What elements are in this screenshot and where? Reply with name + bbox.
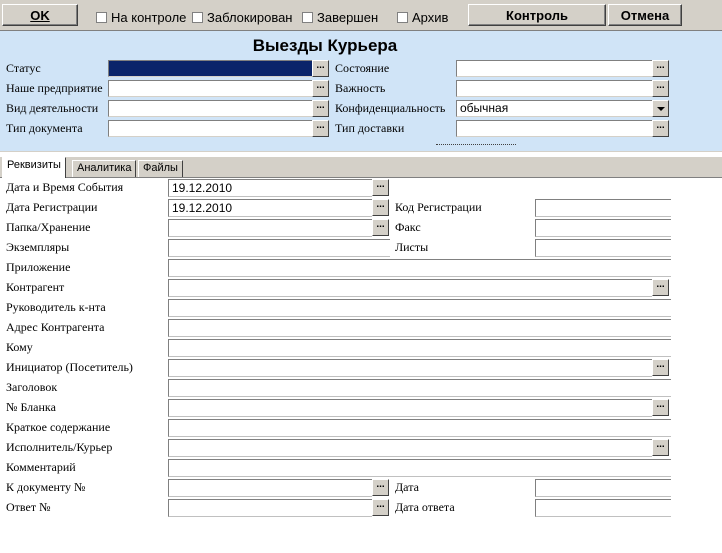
doctype-picker-button[interactable]: ... [312, 120, 329, 137]
to-whom-label: Кому [6, 340, 33, 354]
to-whom-field[interactable] [168, 339, 671, 357]
reg-code-field[interactable] [535, 199, 671, 217]
checkbox-label: Заблокирован [207, 10, 293, 25]
counterparty-picker-button[interactable]: ... [652, 279, 669, 296]
reg-date-field[interactable]: 19.12.2010 [168, 199, 372, 217]
date-label: Дата [395, 480, 419, 494]
fax-field[interactable] [535, 219, 671, 237]
checkbox-box[interactable] [302, 12, 313, 23]
checkbox-label: На контроле [111, 10, 187, 25]
cp-head-label: Руководитель к-нта [6, 300, 106, 314]
date-field[interactable] [535, 479, 671, 497]
summary-label: Краткое содержание [6, 420, 111, 434]
event-datetime-field[interactable]: 19.12.2010 [168, 179, 372, 197]
executor-field[interactable] [168, 439, 652, 457]
reply-no-picker-button[interactable]: ... [372, 499, 389, 516]
activity-field[interactable] [108, 100, 313, 117]
cp-address-label: Адрес Контрагента [6, 320, 105, 334]
chevron-down-icon[interactable] [652, 100, 669, 117]
appendix-field[interactable] [168, 259, 671, 277]
comment-field[interactable] [168, 459, 671, 477]
archive-checkbox[interactable] [397, 10, 448, 25]
status-field[interactable] [108, 60, 313, 77]
splitter-handle[interactable] [436, 144, 516, 151]
state-label: Состояние [335, 61, 390, 75]
on-control-checkbox[interactable] [96, 10, 186, 25]
enterprise-field[interactable] [108, 80, 313, 97]
state-picker-button[interactable]: ... [652, 60, 669, 77]
folder-field[interactable] [168, 219, 372, 237]
control-button[interactable]: Контроль [468, 4, 606, 26]
reply-date-label: Дата ответа [395, 500, 455, 514]
reg-date-picker-button[interactable]: ... [372, 199, 389, 216]
heading-field[interactable] [168, 379, 671, 397]
importance-picker-button[interactable]: ... [652, 80, 669, 97]
importance-field[interactable] [456, 80, 653, 97]
cancel-button[interactable]: Отмена [608, 4, 682, 26]
initiator-label: Инициатор (Посетитель) [6, 360, 133, 374]
enterprise-label: Наше предприятие [6, 81, 103, 95]
doctype-label: Тип документа [6, 121, 83, 135]
reply-no-label: Ответ № [6, 500, 51, 514]
initiator-field[interactable] [168, 359, 652, 377]
activity-picker-button[interactable]: ... [312, 100, 329, 117]
blocked-checkbox[interactable] [192, 10, 292, 25]
confidentiality-label: Конфиденциальность [335, 101, 446, 115]
checkbox-box[interactable] [192, 12, 203, 23]
cp-address-field[interactable] [168, 319, 671, 337]
heading-label: Заголовок [6, 380, 58, 394]
importance-label: Важность [335, 81, 386, 95]
activity-label: Вид деятельности [6, 101, 99, 115]
to-doc-picker-button[interactable]: ... [372, 479, 389, 496]
delivery-picker-button[interactable]: ... [652, 120, 669, 137]
reply-no-field[interactable] [168, 499, 372, 517]
counterparty-field[interactable] [168, 279, 652, 297]
delivery-label: Тип доставки [335, 121, 405, 135]
folder-label: Папка/Хранение [6, 220, 91, 234]
checkbox-box[interactable] [96, 12, 107, 23]
event-datetime-label: Дата и Время События [6, 180, 124, 194]
folder-picker-button[interactable]: ... [372, 219, 389, 236]
reg-code-label: Код Регистрации [395, 200, 482, 214]
appendix-label: Приложение [6, 260, 71, 274]
fax-label: Факс [395, 220, 421, 234]
event-datetime-picker-button[interactable]: ... [372, 179, 389, 196]
copies-label: Экземпляры [6, 240, 70, 254]
sheets-field[interactable] [535, 239, 671, 257]
reg-date-label: Дата Регистрации [6, 200, 98, 214]
reply-date-field[interactable] [535, 499, 671, 517]
confidentiality-select[interactable]: обычная [456, 100, 653, 117]
initiator-picker-button[interactable]: ... [652, 359, 669, 376]
enterprise-picker-button[interactable]: ... [312, 80, 329, 97]
ok-button[interactable] [2, 4, 78, 26]
summary-field[interactable] [168, 419, 671, 437]
completed-checkbox[interactable] [302, 10, 378, 25]
executor-picker-button[interactable]: ... [652, 439, 669, 456]
state-field[interactable] [456, 60, 653, 77]
tab-details[interactable]: Реквизиты [2, 157, 66, 178]
checkbox-label: Архив [412, 10, 449, 25]
cp-head-field[interactable] [168, 299, 671, 317]
executor-label: Исполнитель/Курьер [6, 440, 113, 454]
ok-label: OK [30, 8, 50, 23]
sheets-label: Листы [395, 240, 429, 254]
toolbar [0, 0, 722, 30]
to-doc-field[interactable] [168, 479, 372, 497]
tab-analytics[interactable]: Аналитика [72, 160, 136, 177]
status-picker-button[interactable]: ... [312, 60, 329, 77]
form-no-picker-button[interactable]: ... [652, 399, 669, 416]
tab-files[interactable]: Файлы [138, 160, 183, 177]
comment-label: Комментарий [6, 460, 76, 474]
checkbox-label: Завершен [317, 10, 379, 25]
form-no-field[interactable] [168, 399, 652, 417]
counterparty-label: Контрагент [6, 280, 65, 294]
page-title: Выезды Курьера [252, 36, 398, 55]
doctype-field[interactable] [108, 120, 313, 137]
to-doc-label: К документу № [6, 480, 86, 494]
checkbox-box[interactable] [397, 12, 408, 23]
status-label: Статус [6, 61, 41, 75]
copies-field[interactable] [168, 239, 390, 257]
delivery-field[interactable] [456, 120, 653, 137]
form-no-label: № Бланка [6, 400, 56, 414]
